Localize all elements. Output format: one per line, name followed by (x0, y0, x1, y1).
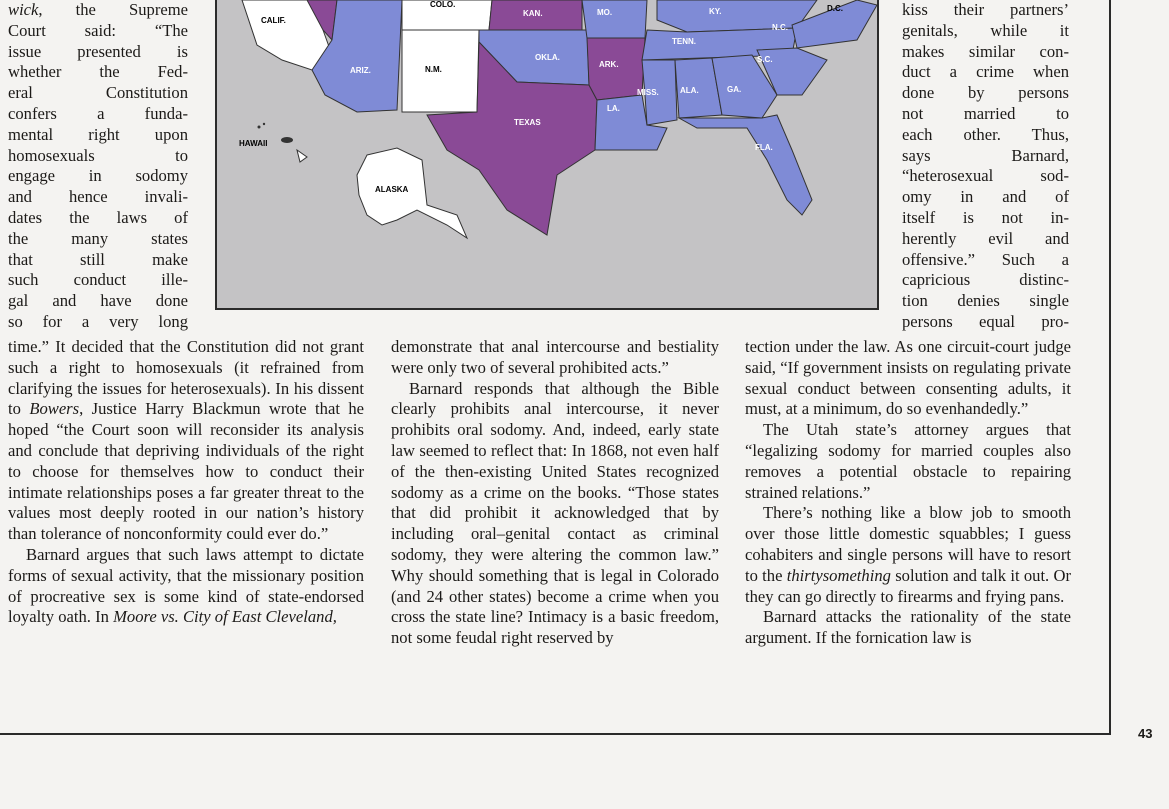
right-paragraph-1: tection under the law. As one circuit-court judge said, “If government insists on regulating private sexual conduct between consenting adults, it must, at a minimum, do so evenhandedly.” (745, 337, 1071, 419)
left-column (8, 0, 188, 333)
map-label: COLO. (430, 0, 456, 9)
left-top-line: wick, the Supreme (8, 0, 188, 19)
map-state-alaska (357, 148, 467, 238)
right-top-line: persons equal pro- (902, 311, 1069, 331)
map-label: HAWAII (239, 139, 268, 148)
map-label: ARIZ. (350, 66, 371, 75)
middle-column (391, 337, 719, 649)
left-top-line: confers a funda- (8, 103, 188, 123)
right-top-line: offensive.” Such a (902, 249, 1069, 269)
right-paragraph-3: There’s nothing like a blow job to smooth over those little domestic squabbles; I guess cohabiters and single persons will have to resort to the thirtysomething solution and talk it out. Or they can go directly to firearms and frying pans. (745, 503, 1071, 606)
map-label: S.C. (757, 55, 773, 64)
right-top-line: not married to (902, 103, 1069, 123)
map-state-missouri (582, 0, 647, 38)
page-number: 43 (1138, 726, 1153, 741)
right-rule (1109, 0, 1111, 735)
right-top-line: omy in and of (902, 187, 1069, 207)
left-top-line: whether the Fed- (8, 62, 188, 82)
left-top-line: dates the laws of (8, 207, 188, 227)
left-top-line: mental right upon (8, 124, 188, 144)
right-top-line: done by persons (902, 83, 1069, 103)
map-label: OKLA. (535, 53, 560, 62)
right-top-line: herently evil and (902, 228, 1069, 248)
map-state-florida (679, 115, 812, 215)
right-column (745, 337, 1071, 649)
map-label: CALIF. (261, 16, 286, 25)
right-paragraph-4: Barnard attacks the rationality of the state argument. If the fornication law is (745, 607, 1071, 648)
state-map (215, 0, 879, 310)
map-label: ALASKA (375, 185, 409, 194)
map-label: N.M. (425, 65, 442, 74)
right-top-line: tion denies single (902, 291, 1069, 311)
left-top-line: engage in sodomy (8, 166, 188, 186)
map-label: D.C. (827, 4, 843, 13)
left-top-line: the many states (8, 228, 188, 248)
middle-paragraph-2: Barnard responds that although the Bible clearly prohibits anal intercourse, it never prohibits oral sodomy. And, indeed, early state law seemed to reflect that: In 1868, not even half of the then-existing United States recognized sodomy as a crime on the books. “Those states that did prohibit it acknowledged that by including oral–genital contact as criminal sodomy, they were altering the common law.” Why should something that is legal in Colorado (and 24 other states) become a crime when you cross the state line? Intimacy is a basic freedom, not some feudal right reserved by (391, 378, 719, 648)
middle-paragraph-1: demonstrate that anal intercourse and bestiality were only two of several prohibited acts.” (391, 337, 719, 377)
left-top-line: issue presented is (8, 41, 188, 61)
right-top-line: genitals, while it (902, 20, 1069, 40)
left-top-line: such conduct ille- (8, 270, 188, 290)
left-top-line: so for a very long (8, 311, 188, 331)
map-label: ARK. (599, 60, 619, 69)
map-label: LA. (607, 104, 620, 113)
left-top-line: eral Constitution (8, 83, 188, 103)
left-column-full (8, 337, 364, 628)
right-top-line: capricious distinc- (902, 270, 1069, 290)
right-column-top-lines (902, 0, 1069, 333)
bottom-rule (0, 733, 1111, 735)
left-column-top-lines (8, 0, 188, 333)
right-top-line: makes similar con- (902, 41, 1069, 61)
right-top-line: duct a crime when (902, 62, 1069, 82)
map-label: FLA. (755, 143, 773, 152)
left-paragraph-1: time.” It decided that the Constitution did not grant such a right to homosexuals (it refrained from clarifying the issues for heterosexuals). In his dissent to Bowers, Justice Harry Blackmun wrote that he hoped “the Court soon will reconsider its analysis and conclude that depriving individuals of the right to choose for themselves how to conduct their intimate relationships poses a far greater threat to the values most deeply rooted in our nation’s history than tolerance of nonconformity could ever do.” (8, 337, 364, 544)
map-label: KAN. (523, 9, 543, 18)
right-column-top (902, 0, 1069, 333)
map-label: GA. (727, 85, 742, 94)
left-paragraph-2: Barnard argues that such laws attempt to dictate forms of sexual activity, that the missionary position of procreative sex is some kind of state-endorsed loyalty oath. In Moore vs. City of East Cleveland, (8, 544, 364, 627)
left-top-line: and hence invali- (8, 187, 188, 207)
right-top-line: says Barnard, (902, 145, 1069, 165)
right-top-line: “heterosexual sod- (902, 166, 1069, 186)
map-label: TEXAS (514, 118, 541, 127)
right-top-line: each other. Thus, (902, 124, 1069, 144)
left-top-line: gal and have done (8, 291, 188, 311)
right-paragraph-2: The Utah state’s attorney argues that “legalizing sodomy for married couples also removes a potential obstacle to repairing strained relations.” (745, 420, 1071, 502)
right-top-line: itself is not in- (902, 207, 1069, 227)
map-label: MO. (597, 8, 613, 17)
map-label: TENN. (672, 37, 696, 46)
map-label: ALA. (680, 86, 699, 95)
map-label: MISS. (637, 88, 659, 97)
right-top-line: kiss their partners’ (902, 0, 1069, 19)
left-top-line: Court said: “The (8, 20, 188, 40)
map-label: N.C. (772, 23, 788, 32)
map-label: KY. (709, 7, 722, 16)
left-top-line: that still make (8, 249, 188, 269)
left-top-line: homosexuals to (8, 145, 188, 165)
